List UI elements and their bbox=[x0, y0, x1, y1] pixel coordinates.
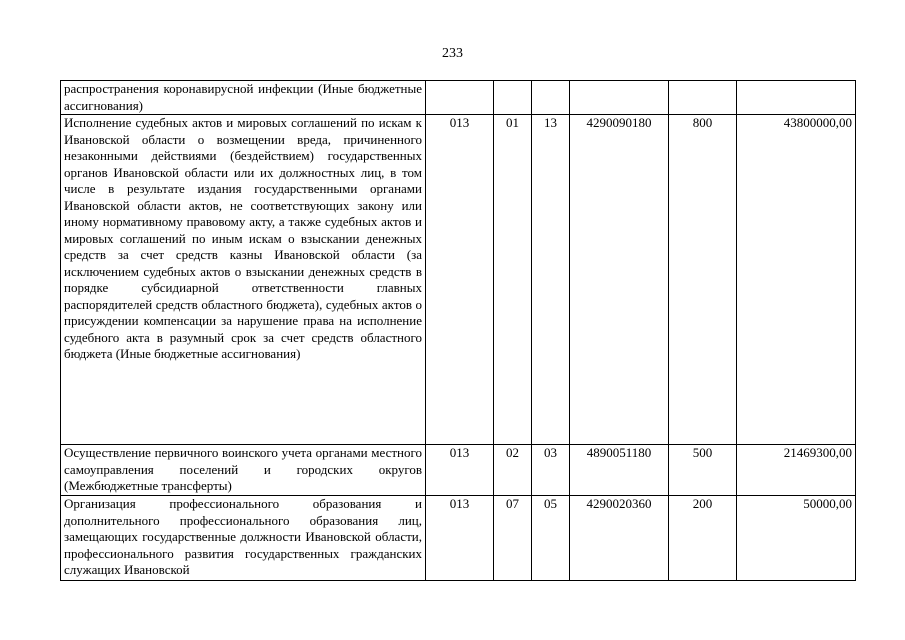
table-row bbox=[61, 115, 856, 445]
row-article bbox=[570, 81, 669, 115]
row-subsection bbox=[532, 81, 570, 115]
row-section: 02 bbox=[494, 445, 532, 496]
row-amount bbox=[737, 81, 856, 115]
table-row bbox=[61, 496, 856, 581]
row-section: 07 bbox=[494, 496, 532, 581]
row-subsection: 05 bbox=[532, 496, 570, 581]
page-number: 233 bbox=[442, 46, 463, 61]
row-expense-type: 200 bbox=[669, 496, 737, 581]
row-description: Организация профессионального образования и дополнительного профессионального образования лиц, замещающих государственные должности Ивановской области, профессионального развития государственных гражданских служащих Ивановской bbox=[61, 496, 426, 581]
row-subsection: 03 bbox=[532, 445, 570, 496]
row-expense-type bbox=[669, 81, 737, 115]
row-article: 4890051180 bbox=[570, 445, 669, 496]
row-description: Осуществление первичного воинского учета органами местного самоуправления поселений и городских округов (Межбюджетные трансферты) bbox=[61, 445, 426, 496]
row-amount: 43800000,00 bbox=[737, 115, 856, 445]
row-article: 4290090180 bbox=[570, 115, 669, 445]
table-row bbox=[61, 81, 856, 115]
row-amount: 50000,00 bbox=[737, 496, 856, 581]
row-description: Исполнение судебных актов и мировых соглашений по искам к Ивановской области о возмещении вреда, причиненного незаконными действиями (бездействием) государственных органов Ивановской области или их должностных лиц, в том числе в результате издания государственными органами Ивановской области актов, не соответствующих закону или иному нормативному правовому акту, а также судебных актов и мировых соглашений по иным искам о взыскании денежных средств за счет средств казны Ивановской области (за исключением судебных актов о взыскании денежных средств в порядке субсидиарной ответственности главных распорядителей средств областного бюджета), судебных актов о присуждении компенсации за нарушение права на исполнение судебного акта в разумный срок за счет средств областного бюджета (Иные бюджетные ассигнования) bbox=[61, 115, 426, 445]
row-code: 013 bbox=[426, 115, 494, 445]
row-article: 4290020360 bbox=[570, 496, 669, 581]
row-description: распространения коронавирусной инфекции (Иные бюджетные ассигнования) bbox=[61, 81, 426, 115]
row-subsection: 13 bbox=[532, 115, 570, 445]
row-section: 01 bbox=[494, 115, 532, 445]
row-code: 013 bbox=[426, 445, 494, 496]
budget-table bbox=[60, 80, 856, 581]
row-section bbox=[494, 81, 532, 115]
row-expense-type: 800 bbox=[669, 115, 737, 445]
table-row bbox=[61, 445, 856, 496]
row-code: 013 bbox=[426, 496, 494, 581]
row-code bbox=[426, 81, 494, 115]
row-amount: 21469300,00 bbox=[737, 445, 856, 496]
row-expense-type: 500 bbox=[669, 445, 737, 496]
